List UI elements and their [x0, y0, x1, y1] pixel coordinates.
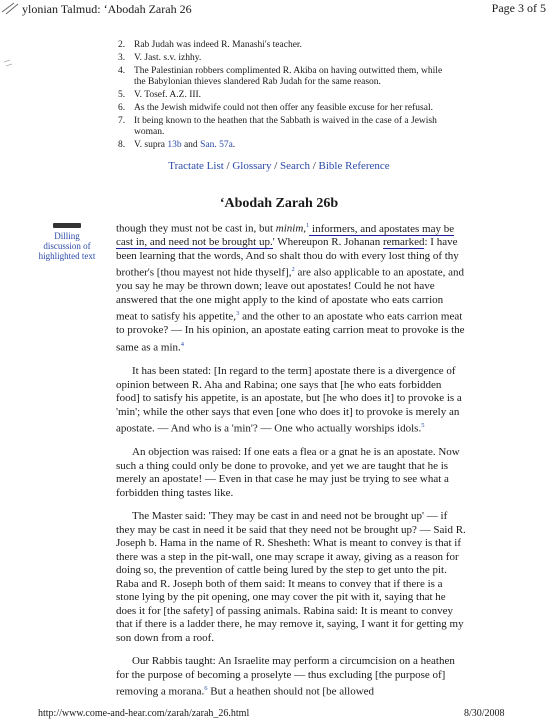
header-title: ylonian Talmud: ‘Abodah Zarah 26: [22, 2, 192, 16]
annotation-marker-icon: [53, 223, 81, 228]
main-text: [116, 219, 466, 709]
footnote-item: 4. The Palestinian robbers complimented R. Akiba on having outwitted them, while the Babylonian thieves slandered Rab Judah for the same reason.: [118, 66, 443, 87]
page-indicator: Page 3 of 5: [491, 1, 546, 15]
footnote-item: 3. V. Jast. s.v. izhhy.: [118, 53, 202, 63]
search-link[interactable]: Search: [280, 160, 310, 172]
footnote-item: 7. It being known to the heathen that the Sabbath is waived in the case of a Jewish woman.: [118, 116, 437, 137]
supra-13b-link[interactable]: 13b: [167, 140, 182, 150]
footer-date: 8/30/2008: [464, 708, 505, 719]
annotation-text: Dilling discussion of highlighted text: [38, 231, 96, 261]
footnote-ref[interactable]: 5: [421, 422, 425, 430]
nav-links: Tractate List / Glossary / Search / Bible Reference: [168, 160, 390, 172]
san-57a-link[interactable]: San. 57a: [200, 140, 233, 150]
paragraph: An objection was raised: If one eats a flea or a gnat he is an apostate. Now such a thing could only be done to provoke, and yet we are taught that he is merely an apostate! — Even in that case he may just be trying to see what a forbidden thing tastes like.: [116, 446, 460, 499]
footnote-item: 6. As the Jewish midwife could not then offer any feasible excuse for her refusal.: [118, 103, 433, 113]
glossary-link[interactable]: Glossary: [232, 160, 272, 172]
footnote-ref[interactable]: 6: [204, 685, 208, 693]
highlighted-text: informers, and apostates may be cast in, and need not be brought up.: [116, 222, 455, 249]
footnote-item: 2. Rab Judah was indeed R. Manashi's teacher.: [118, 40, 302, 50]
footnote-ref[interactable]: 2: [291, 266, 295, 274]
tractate-list-link[interactable]: Tractate List: [168, 160, 224, 172]
page-title: ‘Abodah Zarah 26b: [219, 196, 339, 211]
margin-annotation[interactable]: [36, 223, 98, 261]
bible-reference-link[interactable]: Bible Reference: [318, 160, 390, 172]
footnote-item: 8. V. supra 13b and San. 57a.: [118, 140, 236, 150]
paragraph: The Master said: 'They may be cast in and need not be brought up' — if they may be cast in need it be said that they need not be brought up? — Said R. Joseph b. Hama in the name of R. Shesheth: What is meant to convey is that if there was a step in the pit-wall, one may scrape it away, giving as a reason for doing so, the prevention of cattle being lured by the step to get unto the pit. Raba and R. Joseph both of them said: It means to convey that if there is a stone lying by the pit opening, one may cover the pit with it, saying that he does it for [the safety] of passing animals. Rabina said: It is meant to convey that if there is a ladder there, he may remove it, saying, I want it for getting my son down from a roof.: [116, 510, 466, 644]
footnote-ref[interactable]: 3: [236, 310, 240, 318]
paragraph: Our Rabbis taught: An Israelite may perform a circumcision on a heathen for the purpose of becoming a proselyte — thus excluding [the purpose of] removing a morana.$^6$ But a heathen should not [be allowed: [116, 655, 455, 698]
footer-url: http://www.come-and-hear.com/zarah/zarah_26.html: [38, 708, 250, 719]
paragraph: though they must not be cast in, but minim,$^1$ informers, and apostates may be cast in, and need not be brought up.' Whereupon R. Johanan remarked: I have been learning that the words, And so shalt thou do with every lost thing of thy brother's [thou mayest not hide thyself],$^2$ are also applicable to an apostate, and you say he may be thrown down; leave out apostates! Could he not have answered that the one might apply to the kind of apostate who eats carrion meat to satisfy his appetite,$^3$ and the other to an apostate who eats carrion meat to provoke? — In his opinion, an apostate eating carrion meat to provoke is the same as a min.$^4$: [116, 222, 465, 354]
footnote-ref[interactable]: 4: [180, 340, 185, 348]
footnotes-list: [118, 40, 448, 153]
footnote-item: 5. V. Tosef. A.Z. III.: [118, 90, 202, 100]
paragraph: It has been stated: [In regard to the term] apostate there is a divergence of opinion between R. Aha and Rabina; one says that [he who eats forbidden food] to satisfy his appetite, is an apostate, but [he who does it] to provoke is a 'min'; while the other says that even [one who does it] to provoke is merely an apostate. — And who is a 'min'? — One who actually worships idols.$^5$: [116, 365, 462, 435]
footnote-ref[interactable]: 1: [306, 222, 310, 229]
